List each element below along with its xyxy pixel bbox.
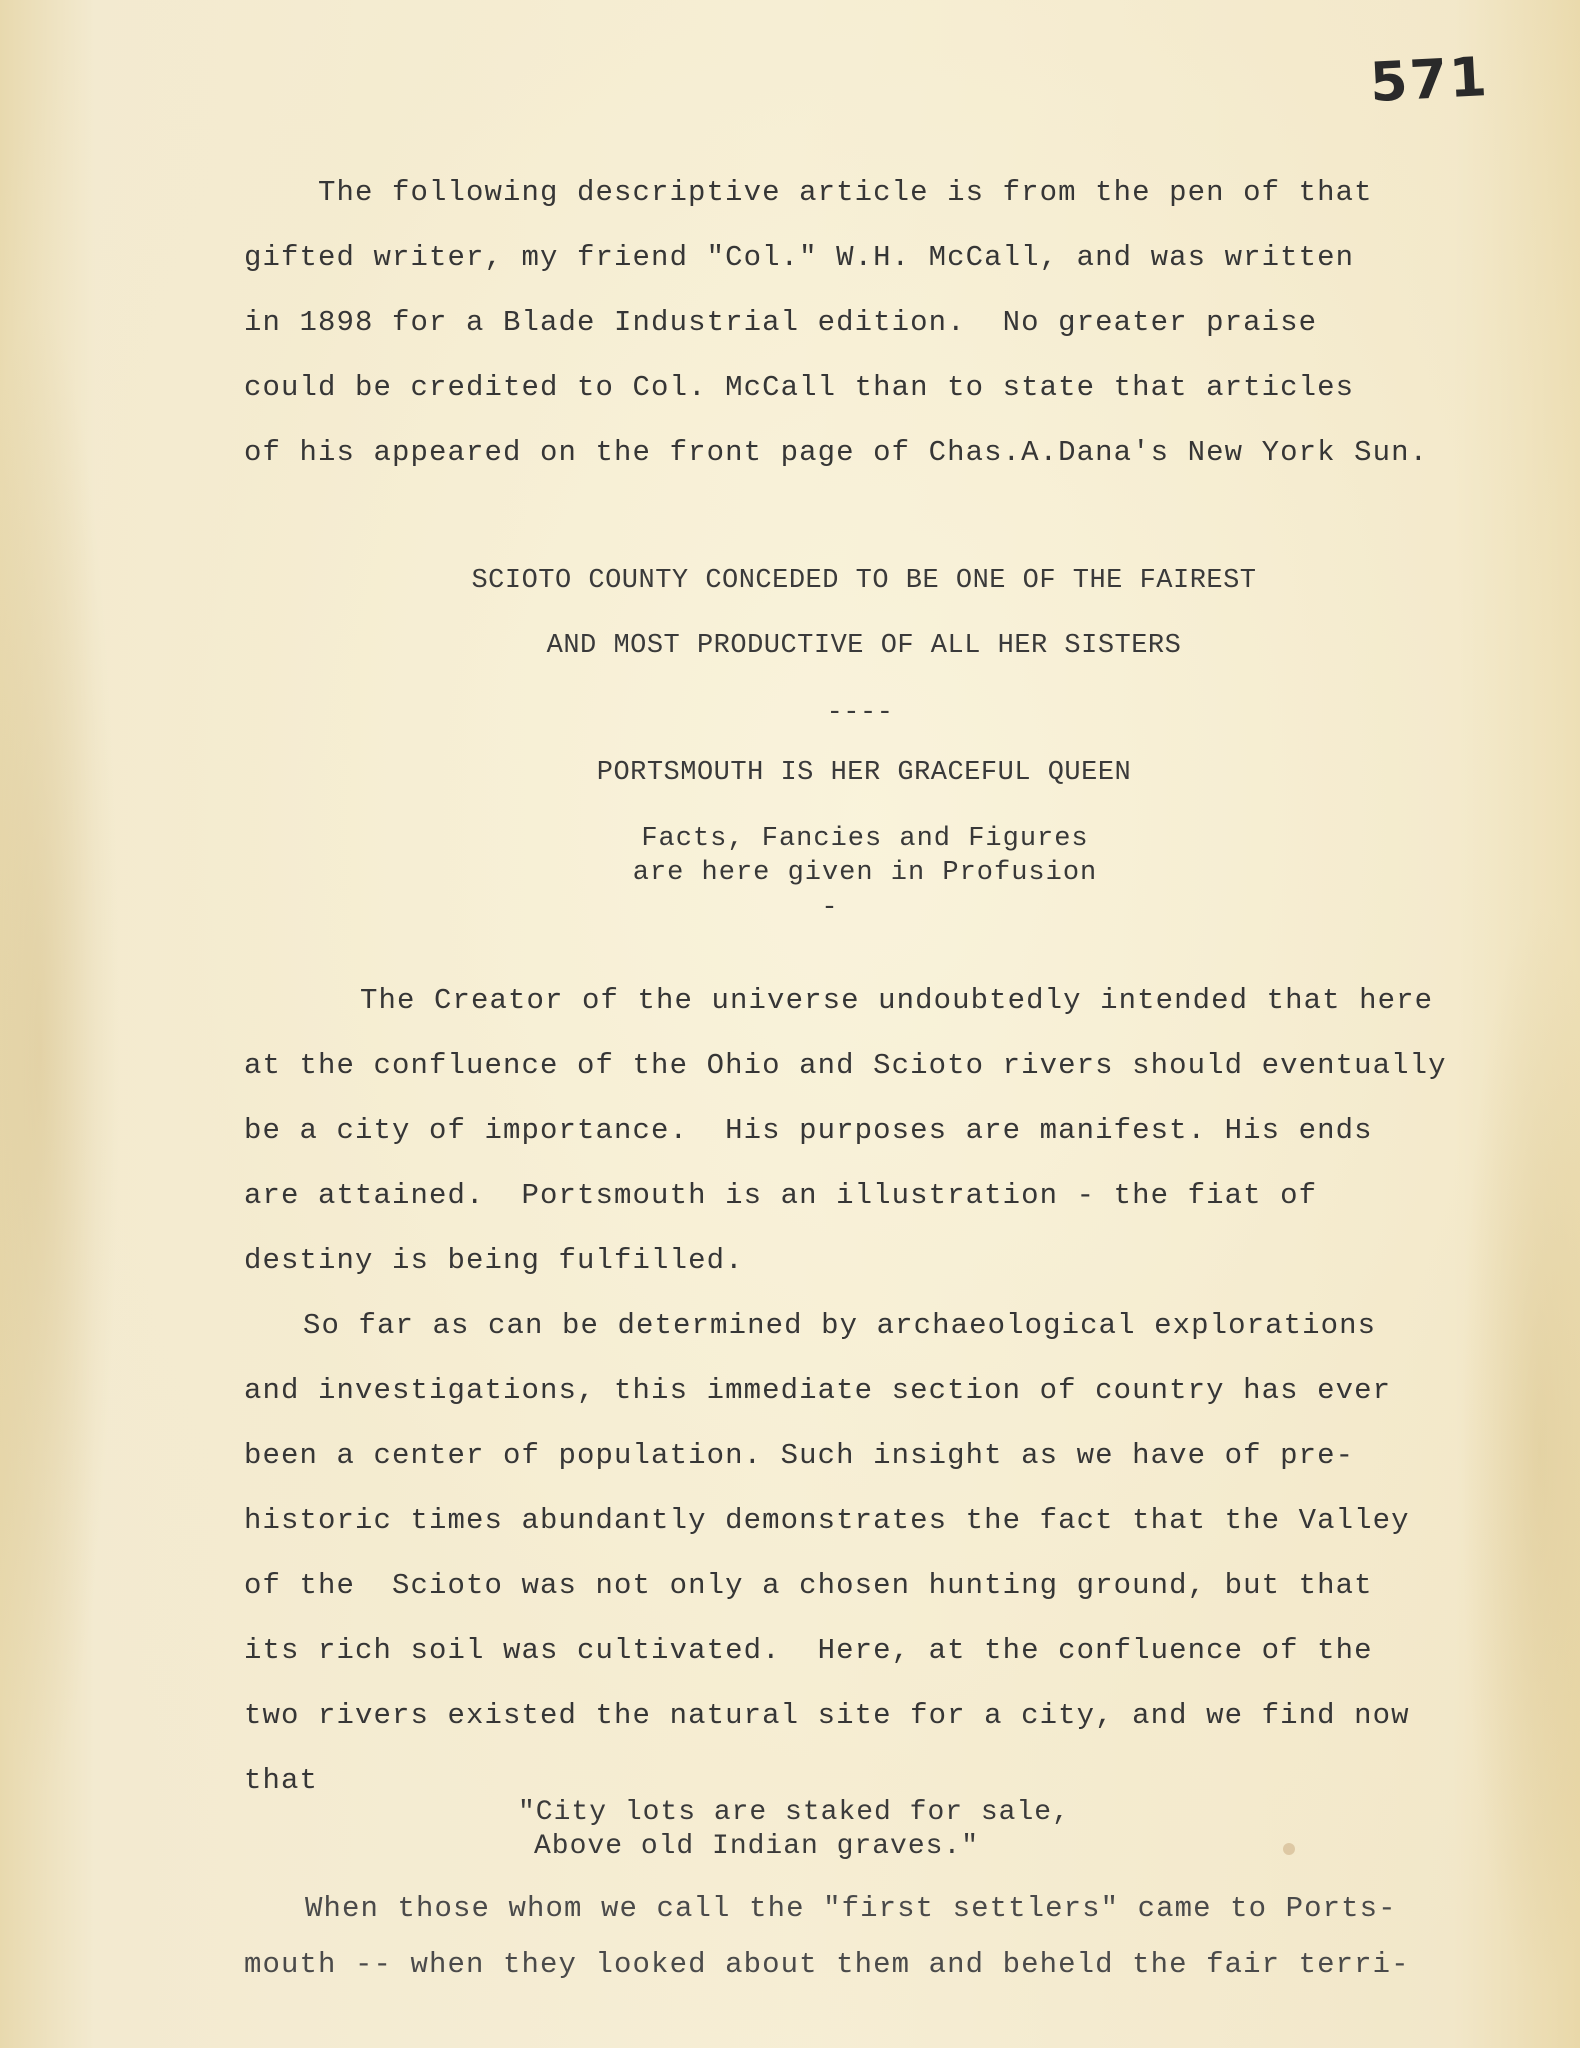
body-line: at the confluence of the Ohio and Scioto rivers should eventually [244,1049,1447,1082]
separator: ---- [826,698,894,728]
body-line: been a center of population. Such insight as we have of pre- [244,1439,1355,1472]
body-line: historic times abundantly demonstrates the fact that the Valley [244,1504,1410,1537]
body-line: destiny is being fulfilled. [244,1244,744,1277]
body-line: that [244,1764,319,1797]
body-line: of the Scioto was not only a chosen hunting ground, but that [244,1569,1373,1602]
deck-line: are here given in Profusion [632,858,1098,888]
page-number: 571 [1368,44,1491,115]
deck-line: Facts, Fancies and Figures [641,824,1089,854]
body-line: So far as can be determined by archaeological explorations [303,1309,1377,1342]
body-line: When those whom we call the "first settlers" came to Ports- [305,1892,1397,1925]
body-line: mouth -- when they looked about them and beheld the fair terri- [244,1948,1410,1981]
separator-short: - [821,893,839,923]
intro-line: of his appeared on the front page of Chas.A.Dana's New York Sun. [244,436,1429,469]
body-line: and investigations, this immediate section of country has ever [244,1374,1392,1407]
quote-line: "City lots are staked for sale, [518,1797,1070,1828]
intro-line: could be credited to Col. McCall than to state that articles [244,371,1355,404]
intro-line: The following descriptive article is from the pen of that [318,176,1373,209]
body-line: its rich soil was cultivated. Here, at the confluence of the [244,1634,1373,1667]
body-line: are attained. Portsmouth is an illustration - the fiat of [244,1179,1318,1212]
body-line: be a city of importance. His purposes are manifest. His ends [244,1114,1373,1147]
intro-line: in 1898 for a Blade Industrial edition. No greater praise [244,306,1318,339]
intro-line: gifted writer, my friend "Col." W.H. McCall, and was written [244,241,1355,274]
body-line: two rivers existed the natural site for a city, and we find now [244,1699,1410,1732]
headline-line: AND MOST PRODUCTIVE OF ALL HER SISTERS [546,631,1182,661]
quote-line: Above old Indian graves." [534,1831,980,1862]
body-line: The Creator of the universe undoubtedly intended that here [360,984,1434,1017]
headline-line: SCIOTO COUNTY CONCEDED TO BE ONE OF THE FAIREST [471,566,1257,596]
subheadline: PORTSMOUTH IS HER GRACEFUL QUEEN [596,758,1132,788]
